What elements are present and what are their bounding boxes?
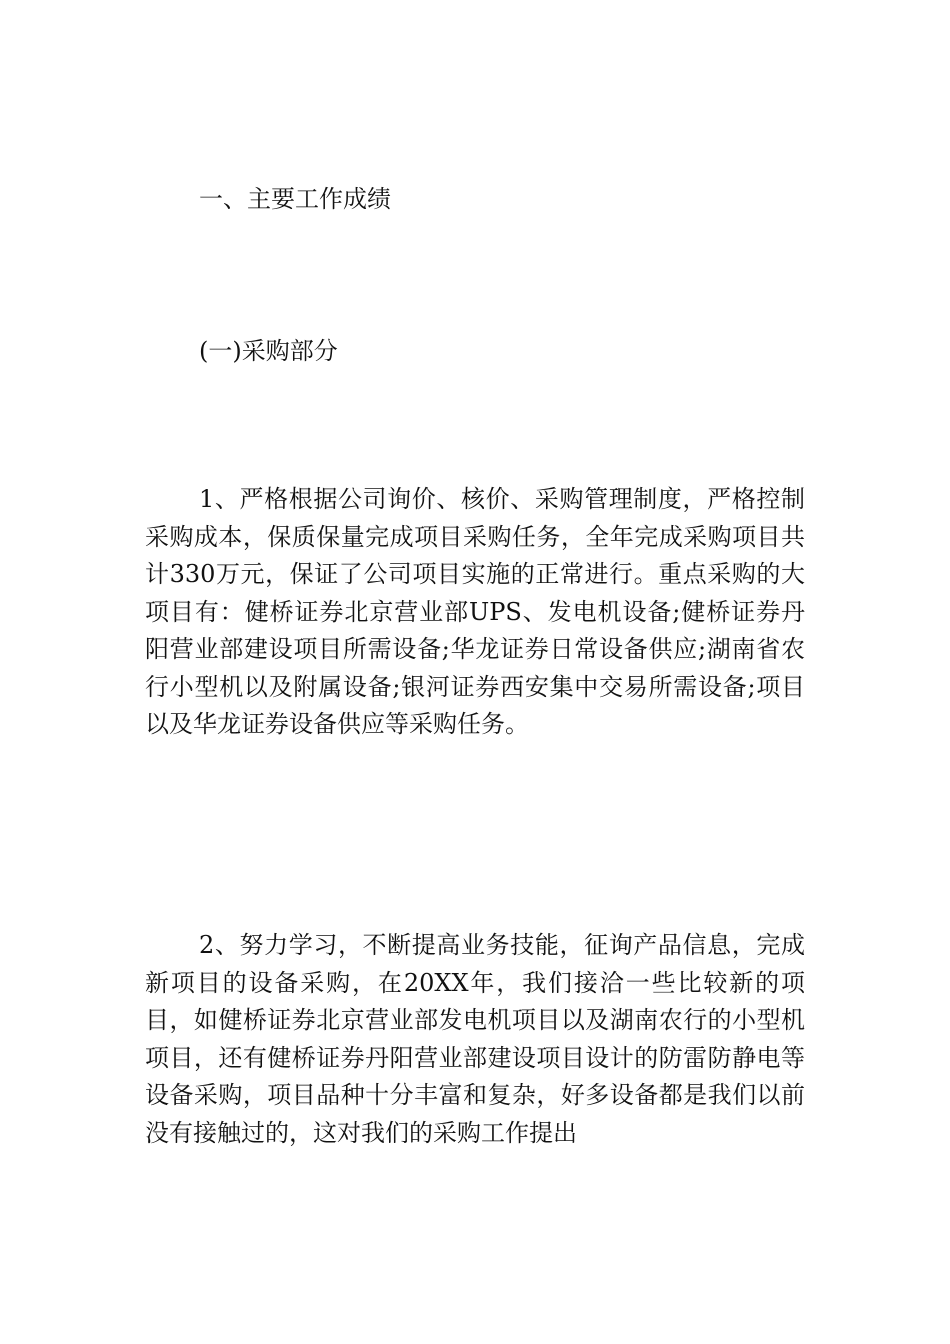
paragraph-new-projects: 2、努力学习，不断提高业务技能，征询产品信息，完成新项目的设备采购，在20XX年，我们接洽一些比较新的项目，如健桥证券北京营业部发电机项目以及湖南农行的小型机项目，还有健桥证券丹阳营业部建设项目设计的防雷防静电等设备采购，项目品种十分丰富和复杂，好多设备都是我们以前没有接触过的，这对我们的采购工作提出: [145, 931, 805, 1147]
subsection-heading: (一)采购部分: [199, 337, 338, 365]
section-heading: 一、主要工作成绩: [199, 185, 391, 213]
paragraph-procurement-achievements: 1、严格根据公司询价、核价、采购管理制度，严格控制采购成本，保质保量完成项目采购任务，全年完成采购项目共计330万元，保证了公司项目实施的正常进行。重点采购的大项目有：健桥证券北京营业部UPS、发电机设备;健桥证券丹阳营业部建设项目所需设备;华龙证券日常设备供应;湖南省农行小型机以及附属设备;银河证券西安集中交易所需设备;项目以及华龙证券设备供应等采购任务。: [145, 485, 805, 738]
document-page: [145, 0, 805, 1344]
